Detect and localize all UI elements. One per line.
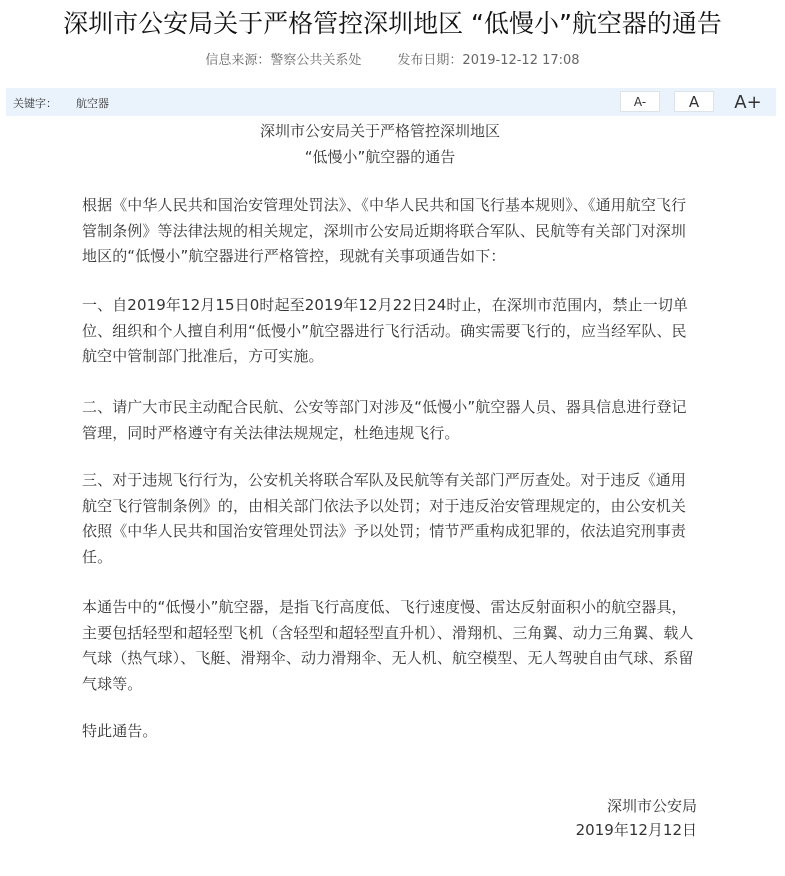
publish-date: 发布日期：2019-12-12 17:08 xyxy=(397,53,580,68)
paragraph: 一、自2019年12月15日0时起至2019年12月22日24时止，在深圳市范围内，禁止一切单位、组织和个人擅自利用“低慢小”航空器进行飞行活动。确实需要飞行的，应当经军队、民航空中管制部门批准后，方可实施。 xyxy=(82,296,689,365)
keyword-label: 关键字： xyxy=(13,97,57,110)
signature-org: 深圳市公安局 xyxy=(606,797,697,815)
paragraph: 特此通告。 xyxy=(82,722,158,740)
font-increase-button[interactable]: A+ xyxy=(728,91,768,112)
paragraph: 二、请广大市民主动配合民航、公安等部门对涉及“低慢小”航空器人员、器具信息进行登记管理，同时严格遵守有关法律法规规定，杜绝违规飞行。 xyxy=(82,398,687,442)
font-decrease-button[interactable]: A- xyxy=(620,91,660,112)
paragraph: 本通告中的“低慢小”航空器，是指飞行高度低、飞行速度慢、雷达反射面积小的航空器具，主要包括轻型和超轻型飞机（含轻型和超轻型直升机）、滑翔机、三角翼、动力三角翼、载人气球（热气球）、飞艇、滑翔伞、动力滑翔伞、无人机、航空模型、无人驾驶自由气球、系留气球等。 xyxy=(82,598,694,693)
keyword-value[interactable]: 航空器 xyxy=(76,97,109,110)
paragraph: 根据《中华人民共和国治安管理处罚法》、《中华人民共和国飞行基本规则》、《通用航空飞行管制条例》等法律法规的相关规定，深圳市公安局近期将联合军队、民航等有关部门对深圳地区的“低慢小”航空器进行严格管控，现就有关事项通告如下： xyxy=(82,196,687,265)
paragraph: 三、对于违规飞行行为，公安机关将联合军队及民航等有关部门严厉查处。对于违反《通用航空飞行管制条例》的，由相关部门依法予以处罚；对于违反治安管理规定的，由公安机关依照《中华人民共和国治安管理处罚法》予以处罚；情节严重构成犯罪的，依法追究刑事责任。 xyxy=(82,471,687,566)
page-title: 深圳市公安局关于严格管控深圳地区 “低慢小”航空器的通告 xyxy=(63,9,722,38)
font-normal-button[interactable]: A xyxy=(674,91,714,112)
notice-heading-line2: “低慢小”航空器的通告 xyxy=(304,148,456,166)
article-meta xyxy=(0,51,785,71)
signature-date: 2019年12月12日 xyxy=(575,821,697,839)
info-source: 信息来源：警察公共关系处 xyxy=(205,53,362,68)
notice-heading-line1: 深圳市公安局关于严格管控深圳地区 xyxy=(259,122,500,140)
keyword-bar xyxy=(6,88,776,116)
